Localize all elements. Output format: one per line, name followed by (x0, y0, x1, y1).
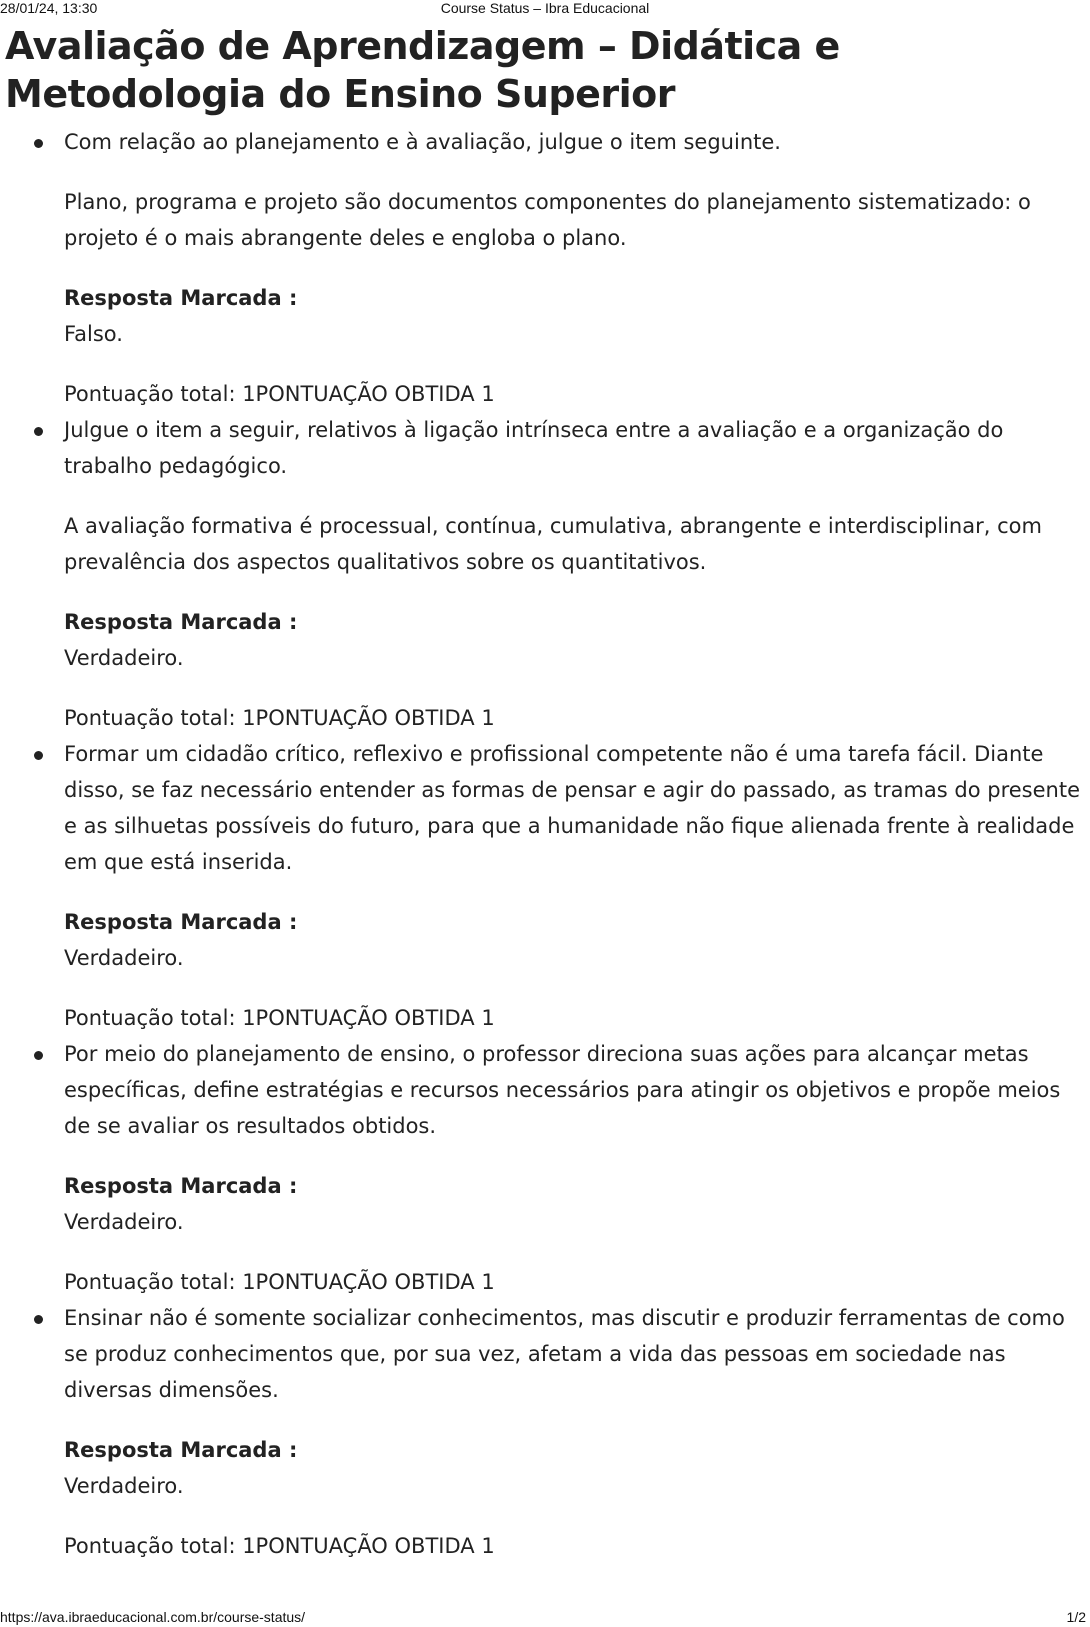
score-text: Pontuação total: 1PONTUAÇÃO OBTIDA 1 (64, 382, 495, 406)
print-header (0, 0, 1090, 18)
answer-label: Resposta Marcada : (64, 910, 298, 934)
question-item (64, 412, 1085, 736)
answer-label: Resposta Marcada : (64, 286, 298, 310)
score-text: Pontuação total: 1PONTUAÇÃO OBTIDA 1 (64, 1006, 495, 1030)
answer-label: Resposta Marcada : (64, 1438, 298, 1462)
answer-value: Verdadeiro. (64, 1474, 184, 1498)
bullet-icon (34, 1051, 43, 1060)
question-text: Por meio do planejamento de ensino, o professor direciona suas ações para alcançar metas específicas, define estratégias e recursos necessários para atingir os objetivos e propõe meios de se avaliar os resultados obtidos. (64, 1042, 1061, 1138)
bullet-icon (34, 427, 43, 436)
question-statement: Plano, programa e projeto são documentos componentes do planejamento sistematizado: o projeto é o mais abrangente deles e engloba o plano. (64, 190, 1031, 250)
bullet-icon (34, 139, 43, 148)
question-item (64, 736, 1085, 1036)
question-text: Com relação ao planejamento e à avaliação, julgue o item seguinte. (64, 130, 781, 154)
question-statement: A avaliação formativa é processual, contínua, cumulativa, abrangente e interdisciplinar, com prevalência dos aspectos qualitativos sobre os quantitativos. (64, 514, 1042, 574)
score-text: Pontuação total: 1PONTUAÇÃO OBTIDA 1 (64, 706, 495, 730)
question-text: Julgue o item a seguir, relativos à ligação intrínseca entre a avaliação e a organização do trabalho pedagógico. (64, 418, 1004, 478)
page-content (5, 22, 1085, 1564)
answer-value: Verdadeiro. (64, 946, 184, 970)
answer-label: Resposta Marcada : (64, 1174, 298, 1198)
question-list (5, 124, 1085, 1564)
bullet-icon (34, 1315, 43, 1324)
answer-label: Resposta Marcada : (64, 610, 298, 634)
question-item (64, 1036, 1085, 1300)
print-date: 28/01/24, 13:30 (0, 0, 98, 16)
bullet-icon (34, 751, 43, 760)
question-text: Ensinar não é somente socializar conhecimentos, mas discutir e produzir ferramentas de como se produz conhecimentos que, por sua vez, afetam a vida das pessoas em sociedade nas diversas dimensões. (64, 1306, 1065, 1402)
answer-value: Falso. (64, 322, 123, 346)
answer-value: Verdadeiro. (64, 646, 184, 670)
score-text: Pontuação total: 1PONTUAÇÃO OBTIDA 1 (64, 1270, 495, 1294)
print-document-title: Course Status – Ibra Educacional (440, 0, 650, 16)
page-number: 1/2 (1066, 1609, 1086, 1625)
print-url: https://ava.ibraeducacional.com.br/course-status/ (0, 1609, 306, 1625)
question-item (64, 1300, 1085, 1564)
answer-value: Verdadeiro. (64, 1210, 184, 1234)
question-text: Formar um cidadão crítico, reflexivo e profissional competente não é uma tarefa fácil. Diante disso, se faz necessário entender as formas de pensar e agir do passado, as tramas do presente e as silhuetas possíveis do futuro, para que a humanidade não fique alienada frente à realidade em que está inserida. (64, 742, 1080, 874)
score-text: Pontuação total: 1PONTUAÇÃO OBTIDA 1 (64, 1534, 495, 1558)
page-title: Avaliação de Aprendizagem – Didática e Metodologia do Ensino Superior (5, 24, 840, 116)
question-item (64, 124, 1085, 412)
print-footer (0, 1607, 1090, 1627)
